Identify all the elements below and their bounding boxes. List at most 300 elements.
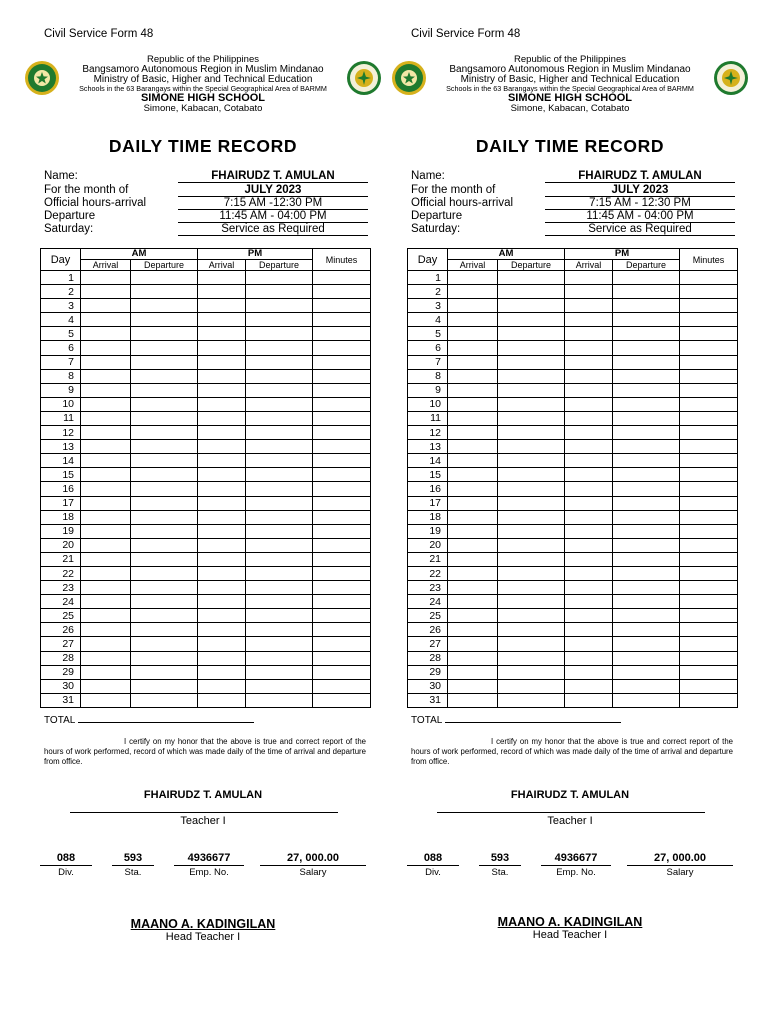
am-arrival-cell [448, 665, 498, 679]
table-row [408, 383, 738, 397]
pm-departure-cell [613, 454, 680, 468]
pm-departure-cell [246, 693, 313, 707]
pm-arrival-cell [565, 581, 613, 595]
am-departure-cell [498, 552, 565, 566]
pm-departure-cell [246, 299, 313, 313]
am-arrival-cell [81, 383, 131, 397]
sta-code [112, 852, 154, 878]
day-number: 9 [41, 383, 81, 397]
pm-departure-cell [613, 496, 680, 510]
pm-arrival-cell [198, 651, 246, 665]
table-row [408, 651, 738, 665]
pm-arrival-cell [565, 651, 613, 665]
arrival-value: 7:15 AM -12:30 PM [178, 197, 368, 210]
am-departure-cell [498, 524, 565, 538]
pm-departure-cell [613, 411, 680, 425]
pm-departure-cell [613, 285, 680, 299]
pm-departure-cell [246, 679, 313, 693]
table-row [408, 299, 738, 313]
salary-label: Salary [299, 867, 327, 878]
saturday-value: Service as Required [178, 223, 368, 236]
emp-no-label: Emp. No. [189, 867, 229, 878]
pm-departure-cell [246, 623, 313, 637]
am-arrival-cell [448, 482, 498, 496]
region-line: Bangsamoro Autonomous Region in Muslim Mindanao [82, 63, 324, 75]
pm-departure-cell [613, 426, 680, 440]
day-number: 12 [408, 426, 448, 440]
am-arrival-cell [81, 609, 131, 623]
total-row [44, 713, 254, 726]
table-row [41, 651, 371, 665]
am-arrival-header: Arrival [81, 260, 131, 271]
day-number: 7 [408, 355, 448, 369]
am-departure-cell [498, 355, 565, 369]
pm-departure-cell [613, 440, 680, 454]
am-arrival-cell [81, 397, 131, 411]
day-number: 30 [408, 679, 448, 693]
table-row [408, 595, 738, 609]
day-number: 2 [41, 285, 81, 299]
day-number: 16 [408, 482, 448, 496]
am-arrival-cell [81, 510, 131, 524]
letterhead [38, 55, 368, 113]
minutes-cell [313, 355, 371, 369]
pm-arrival-cell [565, 665, 613, 679]
table-row [408, 637, 738, 651]
table-row [41, 468, 371, 482]
pm-departure-cell [246, 468, 313, 482]
day-number: 26 [41, 623, 81, 637]
am-arrival-cell [448, 609, 498, 623]
am-departure-cell [498, 665, 565, 679]
departure-value: 11:45 AM - 04:00 PM [178, 210, 368, 223]
table-row [41, 510, 371, 524]
am-arrival-cell [448, 327, 498, 341]
am-arrival-cell [81, 271, 131, 285]
pm-arrival-cell [565, 327, 613, 341]
am-arrival-cell [448, 313, 498, 327]
pm-departure-cell [246, 609, 313, 623]
day-number: 14 [41, 454, 81, 468]
pm-departure-cell [613, 271, 680, 285]
table-row [408, 482, 738, 496]
form-title: DAILY TIME RECORD [475, 136, 665, 156]
minutes-cell [313, 440, 371, 454]
table-row [408, 496, 738, 510]
form-label: Civil Service Form 48 [44, 28, 154, 40]
pm-arrival-cell [565, 637, 613, 651]
minutes-cell [313, 609, 371, 623]
ministry-line: Ministry of Basic, Higher and Technical Education [460, 73, 680, 85]
am-departure-cell [131, 327, 198, 341]
pm-arrival-cell [198, 383, 246, 397]
table-row [408, 524, 738, 538]
day-number: 5 [408, 327, 448, 341]
am-departure-cell [131, 313, 198, 327]
pm-departure-cell [613, 369, 680, 383]
day-number: 29 [41, 665, 81, 679]
salary-value: 27, 000.00 [260, 852, 366, 866]
am-departure-header: Departure [131, 260, 198, 271]
am-arrival-cell [81, 299, 131, 313]
day-number: 6 [408, 341, 448, 355]
table-row [41, 637, 371, 651]
name-value: FHAIRUDZ T. AMULAN [178, 170, 368, 183]
am-departure-cell [131, 637, 198, 651]
am-departure-cell [131, 285, 198, 299]
day-number: 1 [408, 271, 448, 285]
table-row [408, 609, 738, 623]
table-row [41, 369, 371, 383]
am-arrival-cell [81, 581, 131, 595]
table-row [408, 426, 738, 440]
minutes-cell [680, 651, 738, 665]
am-departure-cell [498, 679, 565, 693]
pm-arrival-cell [565, 454, 613, 468]
minutes-cell [680, 538, 738, 552]
am-arrival-cell [81, 552, 131, 566]
minutes-cell [680, 271, 738, 285]
minutes-cell [313, 679, 371, 693]
pm-departure-cell [613, 595, 680, 609]
pm-arrival-cell [198, 496, 246, 510]
day-number: 9 [408, 383, 448, 397]
pm-departure-cell [246, 397, 313, 411]
pm-departure-cell [613, 327, 680, 341]
departure-value: 11:45 AM - 04:00 PM [545, 210, 735, 223]
table-row [41, 383, 371, 397]
table-row [408, 510, 738, 524]
table-row [41, 538, 371, 552]
pm-arrival-cell [198, 510, 246, 524]
schools-line: Schools in the 63 Barangays within the Special Geographical Area of BARMM [446, 83, 694, 93]
pm-departure-cell [613, 524, 680, 538]
table-row [408, 327, 738, 341]
pm-departure-cell [613, 665, 680, 679]
am-departure-cell [131, 623, 198, 637]
certification-text: I certify on my honor that the above is true and correct report of the hours of work performed, record of which was made daily of the time of arrival and departure from office. [411, 737, 733, 766]
form-label: Civil Service Form 48 [411, 28, 521, 40]
pm-arrival-cell [565, 341, 613, 355]
saturday-label: Saturday: [411, 223, 461, 235]
am-arrival-cell [81, 566, 131, 580]
minutes-cell [313, 552, 371, 566]
minutes-cell [313, 383, 371, 397]
pm-departure-cell [613, 693, 680, 707]
pm-departure-cell [246, 440, 313, 454]
pm-arrival-cell [198, 411, 246, 425]
pm-departure-cell [246, 496, 313, 510]
pm-arrival-cell [565, 552, 613, 566]
month-row [44, 184, 368, 197]
republic-line: Republic of the Philippines [514, 54, 626, 65]
minutes-cell [313, 665, 371, 679]
am-arrival-cell [448, 397, 498, 411]
day-number: 22 [408, 566, 448, 580]
pm-departure-cell [246, 524, 313, 538]
pm-arrival-cell [198, 566, 246, 580]
day-number: 27 [41, 637, 81, 651]
pm-arrival-cell [565, 468, 613, 482]
am-arrival-cell [448, 271, 498, 285]
day-number: 23 [41, 581, 81, 595]
day-number: 6 [41, 341, 81, 355]
pm-arrival-cell [198, 355, 246, 369]
employee-name: FHAIRUDZ T. AMULAN [143, 789, 263, 801]
pm-arrival-cell [198, 341, 246, 355]
month-label: For the month of [44, 184, 129, 196]
table-row [41, 623, 371, 637]
minutes-cell [680, 496, 738, 510]
am-departure-cell [131, 552, 198, 566]
pm-arrival-cell [198, 369, 246, 383]
pm-departure-cell [613, 510, 680, 524]
day-number: 25 [408, 609, 448, 623]
am-arrival-cell [81, 440, 131, 454]
minutes-cell [680, 623, 738, 637]
dtr-form-right [405, 0, 735, 1024]
am-arrival-cell [448, 679, 498, 693]
day-number: 26 [408, 623, 448, 637]
employee-position: Teacher I [547, 815, 593, 827]
pm-departure-cell [613, 552, 680, 566]
table-row [41, 693, 371, 707]
pm-departure-cell [246, 411, 313, 425]
table-row [408, 411, 738, 425]
pm-departure-cell [613, 397, 680, 411]
day-number: 19 [41, 524, 81, 538]
month-value: JULY 2023 [178, 184, 368, 197]
am-departure-cell [131, 665, 198, 679]
table-row [41, 496, 371, 510]
day-number: 19 [408, 524, 448, 538]
am-departure-cell [498, 440, 565, 454]
day-rows [408, 271, 738, 708]
pm-arrival-cell [198, 482, 246, 496]
div-code [407, 852, 459, 878]
table-row [41, 285, 371, 299]
day-number: 3 [408, 299, 448, 313]
table-row [41, 299, 371, 313]
am-departure-cell [131, 609, 198, 623]
am-arrival-cell [448, 538, 498, 552]
day-number: 4 [41, 313, 81, 327]
pm-arrival-cell [565, 482, 613, 496]
pm-arrival-cell [198, 524, 246, 538]
pm-arrival-cell [198, 271, 246, 285]
table-row [408, 454, 738, 468]
day-number: 24 [41, 595, 81, 609]
am-departure-cell [498, 595, 565, 609]
minutes-cell [313, 299, 371, 313]
day-number: 20 [408, 538, 448, 552]
am-arrival-cell [448, 468, 498, 482]
month-row [411, 184, 735, 197]
minutes-cell [313, 595, 371, 609]
am-departure-cell [498, 327, 565, 341]
am-departure-cell [131, 538, 198, 552]
day-number: 14 [408, 454, 448, 468]
pm-arrival-cell [198, 313, 246, 327]
minutes-cell [313, 496, 371, 510]
day-number: 13 [408, 440, 448, 454]
head-teacher-name: MAANO A. KADINGILAN [130, 917, 276, 931]
day-number: 11 [408, 411, 448, 425]
pm-departure-cell [246, 285, 313, 299]
minutes-cell [680, 454, 738, 468]
employee-position: Teacher I [180, 815, 226, 827]
pm-arrival-cell [198, 397, 246, 411]
am-arrival-cell [81, 524, 131, 538]
pm-departure-cell [613, 566, 680, 580]
pm-arrival-cell [565, 397, 613, 411]
am-arrival-cell [448, 285, 498, 299]
am-arrival-cell [448, 595, 498, 609]
saturday-row [44, 223, 368, 236]
am-departure-cell [131, 440, 198, 454]
am-arrival-cell [448, 426, 498, 440]
pm-arrival-cell [198, 440, 246, 454]
div-value: 088 [407, 852, 459, 866]
am-arrival-cell [448, 510, 498, 524]
total-line [78, 713, 254, 723]
am-departure-cell [498, 397, 565, 411]
am-arrival-cell [448, 496, 498, 510]
table-row [408, 581, 738, 595]
emp-no-code [174, 852, 244, 878]
am-departure-cell [498, 341, 565, 355]
minutes-header: Minutes [680, 249, 738, 271]
pm-arrival-cell [565, 299, 613, 313]
head-teacher-position: Head Teacher I [165, 931, 241, 943]
minutes-cell [313, 482, 371, 496]
am-departure-cell [498, 299, 565, 313]
minutes-cell [313, 313, 371, 327]
am-departure-cell [131, 299, 198, 313]
minutes-cell [313, 566, 371, 580]
minutes-cell [313, 524, 371, 538]
pm-departure-cell [246, 327, 313, 341]
letterhead [405, 55, 735, 113]
pm-departure-cell [246, 369, 313, 383]
day-number: 15 [408, 468, 448, 482]
pm-arrival-cell [198, 637, 246, 651]
time-record-table [40, 248, 371, 708]
day-number: 21 [41, 552, 81, 566]
minutes-cell [680, 411, 738, 425]
day-rows [41, 271, 371, 708]
republic-line: Republic of the Philippines [147, 54, 259, 65]
minutes-cell [313, 623, 371, 637]
time-record-table [407, 248, 738, 708]
pm-departure-cell [246, 581, 313, 595]
am-departure-cell [498, 369, 565, 383]
pm-arrival-cell [198, 679, 246, 693]
table-row [408, 665, 738, 679]
employee-signature [38, 789, 368, 801]
pm-arrival-cell [198, 665, 246, 679]
pm-departure-cell [613, 538, 680, 552]
am-arrival-header: Arrival [448, 260, 498, 271]
minutes-cell [680, 637, 738, 651]
am-departure-cell [498, 482, 565, 496]
pm-arrival-cell [565, 609, 613, 623]
salary-label: Salary [666, 867, 694, 878]
am-departure-cell [131, 397, 198, 411]
table-row [408, 468, 738, 482]
day-number: 1 [41, 271, 81, 285]
am-arrival-cell [448, 524, 498, 538]
arrival-row [44, 197, 368, 210]
minutes-cell [680, 327, 738, 341]
total-line [445, 713, 621, 723]
month-label: For the month of [411, 184, 496, 196]
day-number: 24 [408, 595, 448, 609]
day-number: 12 [41, 426, 81, 440]
day-number: 15 [41, 468, 81, 482]
pm-departure-cell [246, 510, 313, 524]
am-arrival-cell [81, 426, 131, 440]
minutes-cell [313, 271, 371, 285]
am-departure-cell [131, 411, 198, 425]
am-departure-cell [131, 468, 198, 482]
pm-departure-cell [246, 482, 313, 496]
div-code [40, 852, 92, 878]
table-row [41, 566, 371, 580]
day-number: 16 [41, 482, 81, 496]
div-label: Div. [425, 867, 441, 878]
day-number: 8 [41, 369, 81, 383]
div-value: 088 [40, 852, 92, 866]
pm-departure-cell [246, 454, 313, 468]
day-number: 31 [408, 693, 448, 707]
departure-label: Departure [44, 210, 96, 222]
am-arrival-cell [81, 679, 131, 693]
table-row [408, 313, 738, 327]
day-number: 23 [408, 581, 448, 595]
pm-departure-cell [613, 341, 680, 355]
pm-arrival-cell [198, 609, 246, 623]
name-row [44, 170, 368, 183]
minutes-cell [680, 482, 738, 496]
am-arrival-cell [81, 693, 131, 707]
am-departure-cell [131, 482, 198, 496]
table-row [408, 538, 738, 552]
employee-name: FHAIRUDZ T. AMULAN [510, 789, 630, 801]
day-number: 31 [41, 693, 81, 707]
total-label: TOTAL [44, 715, 75, 726]
minutes-cell [680, 595, 738, 609]
am-departure-cell [498, 510, 565, 524]
am-arrival-cell [448, 552, 498, 566]
minutes-cell [680, 524, 738, 538]
am-arrival-cell [81, 285, 131, 299]
pm-arrival-cell [565, 538, 613, 552]
sta-label: Sta. [491, 867, 509, 878]
pm-arrival-cell [198, 623, 246, 637]
employee-signature [405, 789, 735, 801]
am-arrival-cell [81, 595, 131, 609]
table-row [41, 397, 371, 411]
pm-departure-cell [246, 665, 313, 679]
pm-arrival-cell [565, 623, 613, 637]
name-row [411, 170, 735, 183]
pm-arrival-cell [565, 369, 613, 383]
pm-arrival-cell [565, 411, 613, 425]
am-departure-cell [498, 651, 565, 665]
am-departure-cell [131, 566, 198, 580]
sta-value: 593 [112, 852, 154, 866]
